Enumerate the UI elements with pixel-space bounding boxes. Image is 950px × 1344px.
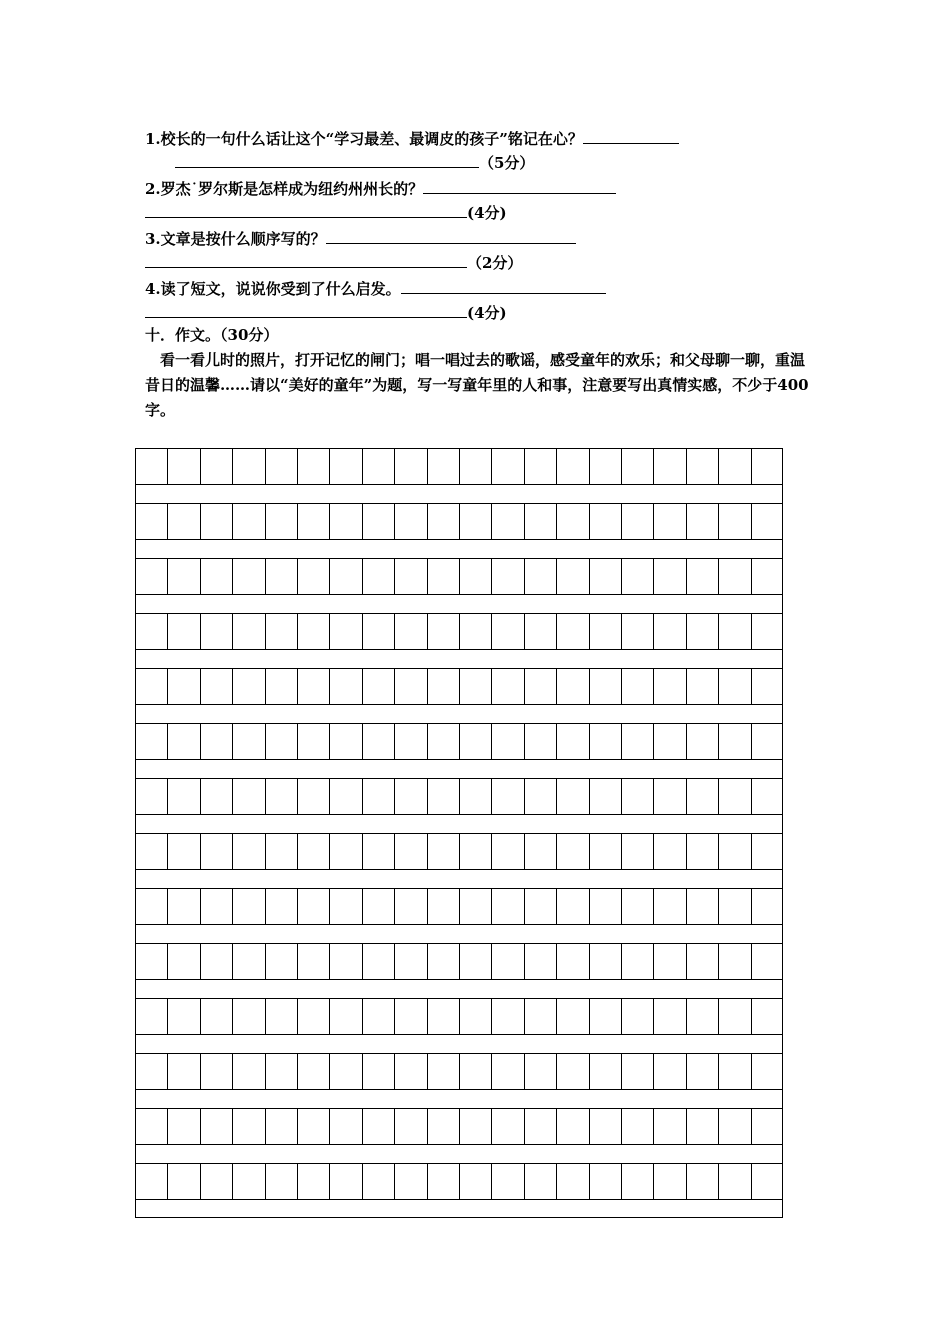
question-3-text: 3.文章是按什么顺序写的？ <box>145 230 326 248</box>
question-2-score: (4分) <box>467 204 507 222</box>
question-2-line2 <box>145 202 507 223</box>
answer-line-1a[interactable] <box>583 128 679 144</box>
composition-title: 十．作文。（30分） <box>145 326 279 344</box>
composition-prompt: 看一看儿时的照片，打开记忆的闸门；唱一唱过去的歌谣，感受童年的欢乐；和父母聊一聊，重温昔日的温馨……请以“美好的童年”为题，写一写童年里的人和事，注意要写出真情实感，不少于400字。 <box>145 351 809 419</box>
question-1-text: 1.校长的一句什么话让这个“学习最差、最调皮的孩子”铭记在心？ <box>145 130 583 148</box>
answer-line-2b[interactable] <box>145 202 467 218</box>
question-3 <box>145 228 576 249</box>
writing-grid[interactable] <box>135 448 783 1220</box>
answer-line-2a[interactable] <box>423 178 616 194</box>
question-4-text: 4.读了短文，说说你受到了什么启发。 <box>145 280 401 298</box>
answer-line-1b[interactable] <box>175 152 479 168</box>
question-4-line2 <box>145 302 507 323</box>
answer-line-3b[interactable] <box>145 252 467 268</box>
question-4 <box>145 278 606 299</box>
question-3-score: （2分） <box>467 254 523 272</box>
answer-line-4b[interactable] <box>145 302 467 318</box>
question-2 <box>145 178 616 199</box>
question-1-score: （5分） <box>479 154 535 172</box>
answer-line-4a[interactable] <box>401 278 606 294</box>
question-1-line2 <box>175 152 534 173</box>
question-2-text: 2.罗杰˙罗尔斯是怎样成为纽约州州长的？ <box>145 180 424 198</box>
question-1 <box>145 128 679 149</box>
question-3-line2 <box>145 252 522 273</box>
question-4-score: (4分) <box>467 304 507 322</box>
answer-line-3a[interactable] <box>326 228 576 244</box>
